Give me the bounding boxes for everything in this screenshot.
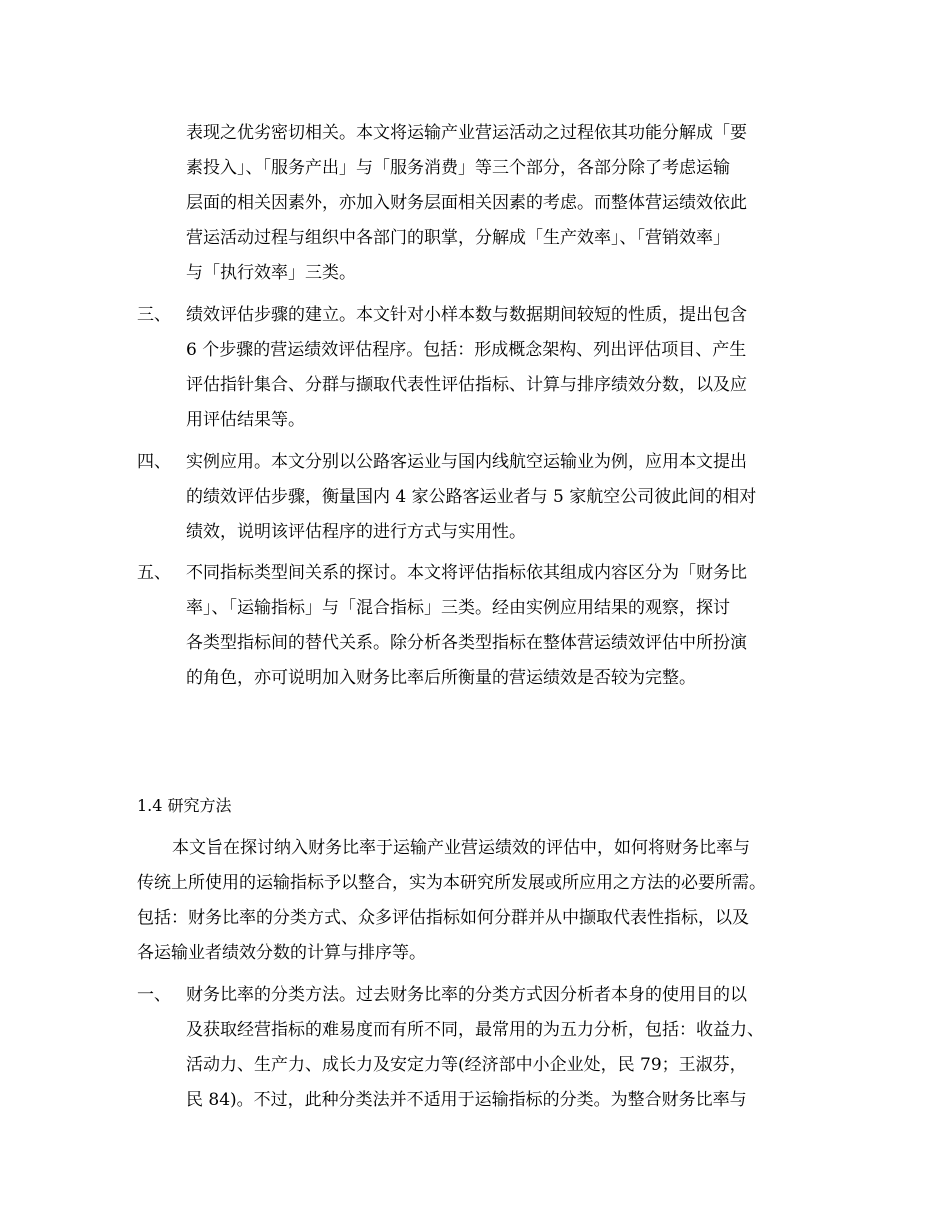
text-line: 用评估结果等。 xyxy=(186,410,305,430)
list-item-number: 一、 xyxy=(137,985,171,1005)
text-line: 传统上所使用的运输指标予以整合，实为本研究所发展或所应用之方法的必要所需。 xyxy=(137,873,766,893)
text-line: 营运活动过程与组织中各部门的职掌，分解成「生产效率」、「营销效率」 xyxy=(186,228,730,248)
list-item-number: 四、 xyxy=(137,452,171,472)
text-line: 层面的相关因素外，亦加入财务层面相关因素的考虑。而整体营运绩效依此 xyxy=(186,193,747,213)
text-line: 本文旨在探讨纳入财务比率于运输产业营运绩效的评估中，如何将财务比率与 xyxy=(172,838,750,858)
list-item-number: 五、 xyxy=(137,563,171,583)
text-line: 民 84)。不过，此种分类法并不适用于运输指标的分类。为整合财务比率与 xyxy=(186,1090,747,1110)
text-line: 各类型指标间的替代关系。除分析各类型指标在整体营运绩效评估中所扮演 xyxy=(186,633,747,653)
text-line: 实例应用。本文分别以公路客运业与国内线航空运输业为例，应用本文提出 xyxy=(186,452,747,472)
text-line: 不同指标类型间关系的探讨。本文将评估指标依其组成内容区分为「财务比 xyxy=(186,563,747,583)
text-line: 活动力、生产力、成长力及安定力等(经济部中小企业处，民 79；王淑芬， xyxy=(186,1055,747,1075)
text-line: 绩效，说明该评估程序的进行方式与实用性。 xyxy=(186,522,526,542)
list-item-number: 三、 xyxy=(137,305,171,325)
text-line: 素投入」、「服务产出」与「服务消费」等三个部分，各部分除了考虑运输 xyxy=(186,158,730,178)
text-line: 评估指针集合、分群与撷取代表性评估指标、计算与排序绩效分数，以及应 xyxy=(186,375,747,395)
text-line: 财务比率的分类方法。过去财务比率的分类方式因分析者本身的使用目的以 xyxy=(186,985,747,1005)
text-line: 率」、「运输指标」与「混合指标」三类。经由实例应用结果的观察，探讨 xyxy=(186,598,730,618)
text-line: 的角色，亦可说明加入财务比率后所衡量的营运绩效是否较为完整。 xyxy=(186,668,696,688)
text-line: 绩效评估步骤的建立。本文针对小样本数与数据期间较短的性质，提出包含 xyxy=(186,305,747,325)
section-heading: 1.4 研究方法 xyxy=(137,796,232,815)
text-line: 的绩效评估步骤，衡量国内 4 家公路客运业者与 5 家航空公司彼此间的相对 xyxy=(186,487,757,507)
text-line: 与「执行效率」三类。 xyxy=(186,263,356,283)
text-line: 各运输业者绩效分数的计算与排序等。 xyxy=(137,943,426,963)
text-line: 包括：财务比率的分类方式、众多评估指标如何分群并从中撷取代表性指标，以及 xyxy=(137,908,749,928)
text-line: 6 个步骤的营运绩效评估程序。包括：形成概念架构、列出评估项目、产生 xyxy=(186,340,747,360)
text-line: 表现之优劣密切相关。本文将运输产业营运活动之过程依其功能分解成「要 xyxy=(186,123,747,143)
text-line: 及获取经营指标的难易度而有所不同，最常用的为五力分析，包括：收益力、 xyxy=(186,1020,764,1040)
